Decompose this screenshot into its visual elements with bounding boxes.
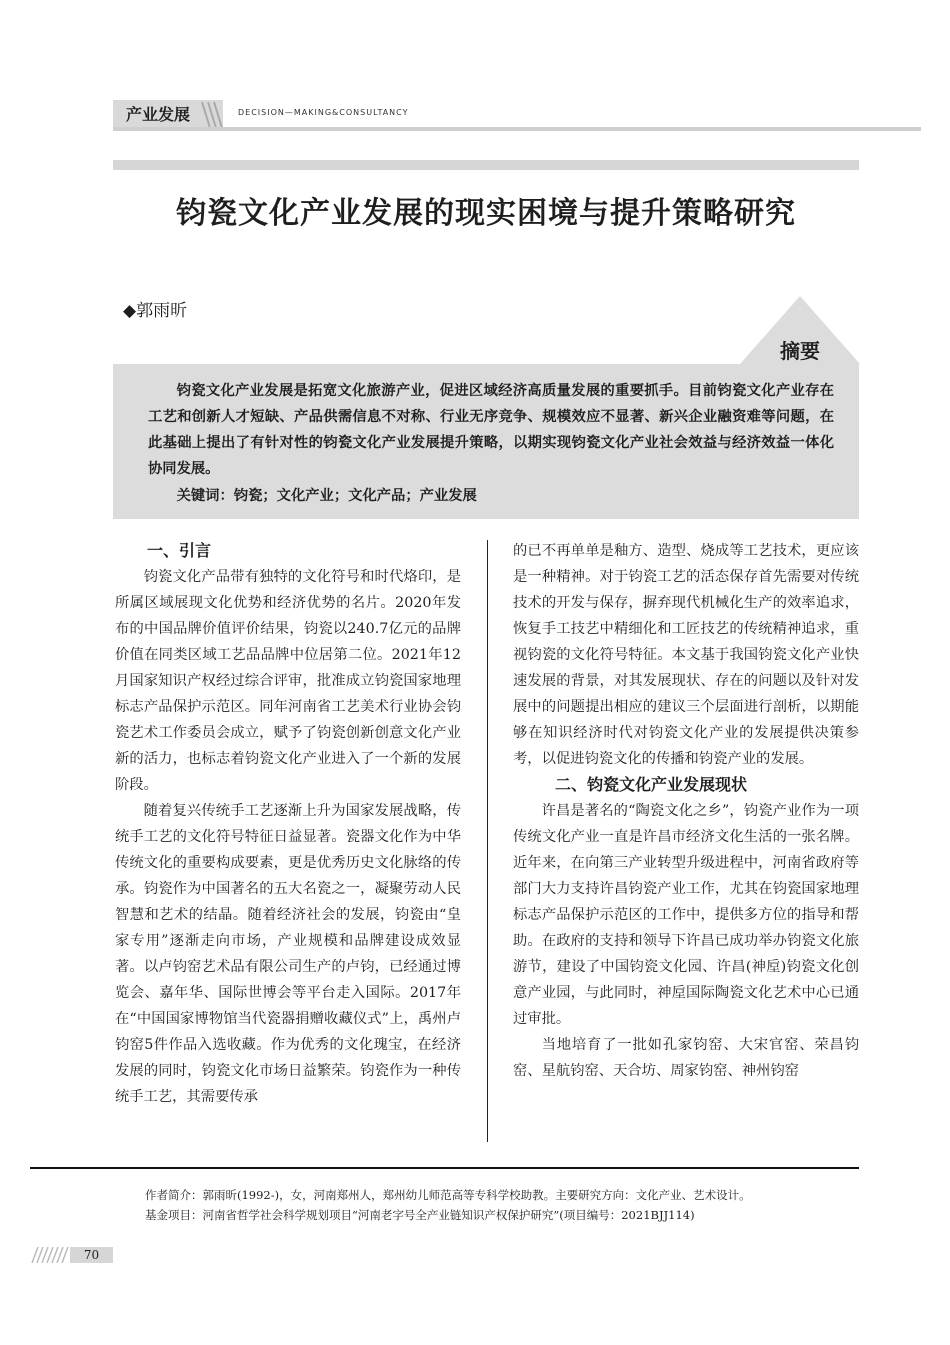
journal-name: DECISION—MAKING&CONSULTANCY: [238, 108, 409, 117]
left-column: [115, 538, 461, 1110]
footnote: [145, 1185, 865, 1225]
footnote-rule: [30, 1167, 859, 1169]
article-title: 钧瓷文化产业发展的现实困境与提升策略研究: [176, 196, 796, 231]
section-heading-intro: 一、引言: [147, 541, 212, 560]
abstract-text: 钧瓷文化产业发展是拓宽文化旅游产业，促进区域经济高质量发展的重要抓手。目前钧瓷文化产业存在工艺和创新人才短缺、产品供需信息不对称、行业无序竞争、规模效应不显著、新兴企业融资难等问题，在此基础上提出了有针对性的钧瓷文化产业发展提升策略，以期实现钧瓷文化产业社会效益与经济效益一体化协同发展。: [148, 383, 834, 477]
header-section-label: 产业发展: [125, 105, 190, 124]
fund-info: 基金项目：河南省哲学社会科学规划项目“河南老字号全产业链知识产权保护研究”(项目编号：2021BJJ114): [145, 1208, 695, 1222]
abstract-label: 摘要: [780, 339, 820, 363]
page-number: 70: [70, 1247, 113, 1263]
paragraph: 的已不再单单是釉方、造型、烧成等工艺技术，更应该是一种精神。对于钧瓷工艺的活态保存首先需要对传统技术的开发与保存，摒弃现代机械化生产的效率追求，恢复手工技艺中精细化和工匠技艺的传统精神追求，重视钧瓷的文化符号特征。本文基于我国钧瓷文化产业快速发展的背景，对其发展现状、存在的问题以及针对发展中的问题提出相应的建议三个层面进行剖析，以期能够在知识经济时代对钧瓷文化产业的发展提供决策参考，以促进钧瓷文化的传播和钧瓷产业的发展。: [513, 543, 859, 767]
header-slash-decoration: [198, 100, 228, 130]
paragraph: 钧瓷文化产品带有独特的文化符号和时代烙印，是所属区域展现文化优势和经济优势的名片。2020年发布的中国品牌价值评价结果，钧瓷以240.7亿元的品牌价值在同类区域工艺品品牌中位居第二位。2021年12月国家知识产权经过综合评审，批准成立钧瓷国家地理标志产品保护示范区。同年河南省工艺美术行业协会钧瓷艺术工作委员会成立，赋予了钧瓷创新创意文化产业新的活力，也标志着钧瓷文化产业进入了一个新的发展阶段。: [115, 569, 461, 793]
column-divider: [487, 540, 488, 1142]
author-info: 作者简介：郭雨昕(1992-)，女，河南郑州人，郑州幼儿师范高等专科学校助教。主要研究方向：文化产业、艺术设计。: [145, 1188, 751, 1202]
right-column: [513, 538, 859, 1084]
title-band: [113, 160, 859, 170]
author-name: ◆郭雨昕: [123, 301, 188, 321]
paragraph: 许昌是著名的“陶瓷文化之乡”，钧瓷产业作为一项传统文化产业一直是许昌市经济文化生活的一张名牌。近年来，在向第三产业转型升级进程中，河南省政府等部门大力支持许昌钧瓷产业工作，尤其在钧瓷国家地理标志产品保护示范区的工作中，提供多方位的指导和帮助。在政府的支持和领导下许昌已成功举办钧瓷文化旅游节，建设了中国钧瓷文化园、许昌(神垕)钧瓷文化创意产业园，与此同时，神垕国际陶瓷文化艺术中心已通过审批。: [513, 803, 859, 1027]
header-rule: [113, 127, 921, 131]
keywords: 关键词：钧瓷；文化产业；文化产品；产业发展: [176, 488, 477, 504]
page-number-stripes: [30, 1247, 70, 1263]
paragraph: 当地培育了一批如孔家钧窑、大宋官窑、荣昌钧窑、星航钧窑、天合坊、周家钧窑、神州钧窑: [513, 1037, 859, 1079]
section-heading-status: 二、钧瓷文化产业发展现状: [555, 775, 748, 794]
paragraph: 随着复兴传统手工艺逐渐上升为国家发展战略，传统手工艺的文化符号特征日益显著。瓷器文化作为中华传统文化的重要构成要素，更是优秀历史文化脉络的传承。钧瓷作为中国著名的五大名瓷之一，凝聚劳动人民智慧和艺术的结晶。随着经济社会的发展，钧瓷由“皇家专用”逐渐走向市场，产业规模和品牌建设成效显著。以卢钧窑艺术品有限公司生产的卢钧，已经通过博览会、嘉年华、国际世博会等平台走入国际。2017年在“中国国家博物馆当代瓷器捐赠收藏仪式”上，禹州卢钧窑5件作品入选收藏。作为优秀的文化瑰宝，在经济发展的同时，钧瓷文化市场日益繁荣。钧瓷作为一种传统手工艺，其需要传承: [115, 803, 461, 1105]
